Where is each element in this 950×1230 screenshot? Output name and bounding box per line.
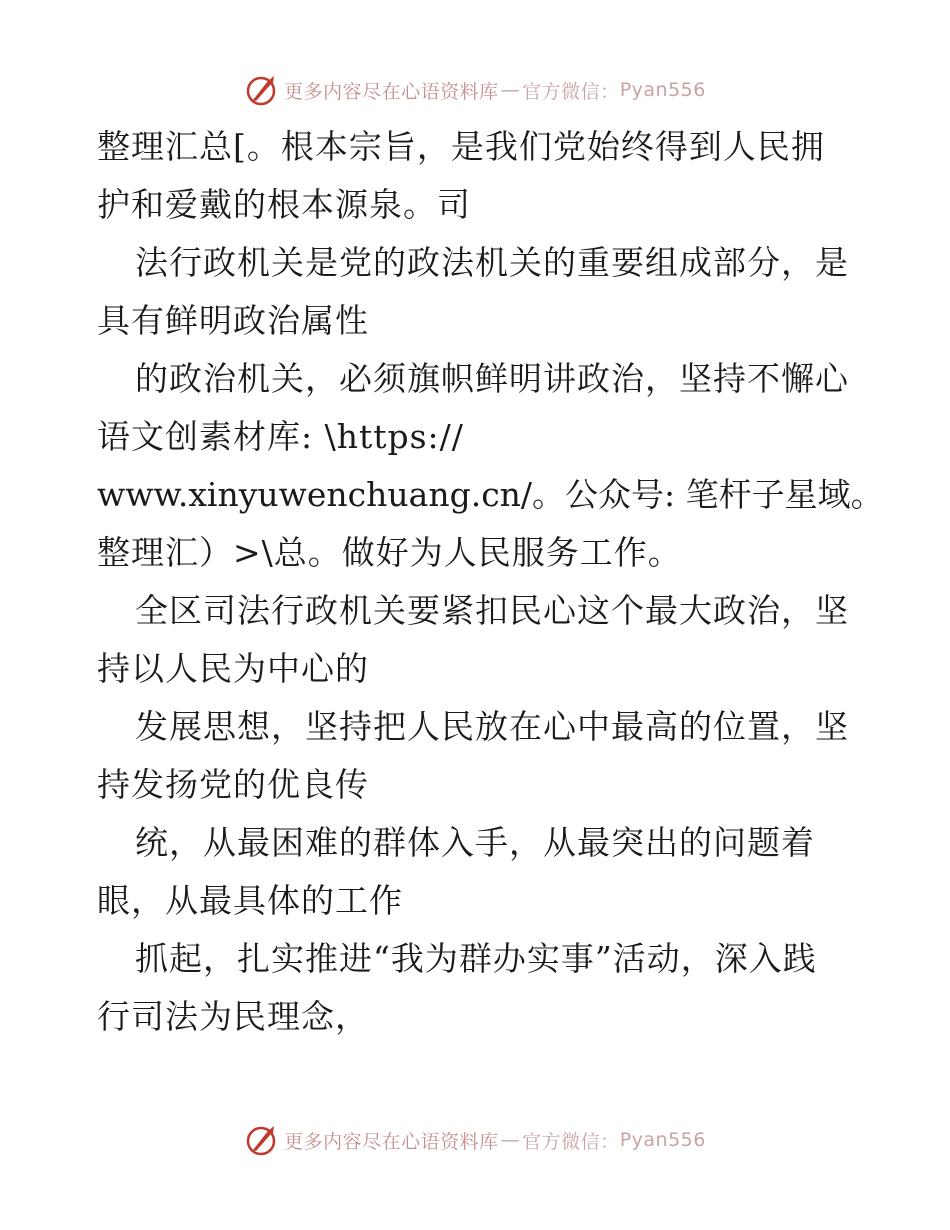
body-line: 统，从最困难的群体入手，从最突出的问题着 bbox=[135, 823, 815, 862]
body-line: 发展思想，坚持把人民放在心中最高的位置，坚 bbox=[135, 707, 849, 746]
footer-banner bbox=[0, 1120, 950, 1160]
body-line: 抓起，扎实推进“我为群办实事”活动，深入践 bbox=[135, 939, 817, 978]
body-line: 持以人民为中心的 bbox=[97, 649, 369, 688]
body-line: 法行政机关是党的政法机关的重要组成部分，是 bbox=[135, 243, 849, 282]
body-line: 整理汇总[。根本宗旨，是我们党始终得到人民拥 bbox=[97, 127, 825, 166]
header-wechat-label: 官方微信： bbox=[522, 80, 620, 103]
body-line: 的政治机关，必须旗帜鲜明讲政治，坚持不懈心 bbox=[135, 359, 849, 398]
body-line: 行司法为民理念， bbox=[97, 997, 369, 1036]
header-brand-text: 更多内容尽在心语资料库 bbox=[284, 80, 499, 103]
footer-brand-text: 更多内容尽在心语资料库 bbox=[284, 1130, 499, 1153]
document-body bbox=[97, 118, 884, 1046]
quill-logo-icon bbox=[244, 73, 278, 107]
body-line: 具有鲜明政治属性 bbox=[97, 301, 369, 340]
body-line: 语文创素材库: \https:// bbox=[97, 417, 464, 456]
body-line: 眼，从最具体的工作 bbox=[97, 881, 403, 920]
footer-wechat-id: Pyan556 bbox=[619, 1129, 706, 1151]
body-line: 全区司法行政机关要紧扣民心这个最大政治，坚 bbox=[135, 591, 849, 630]
footer-dash: — bbox=[500, 1129, 521, 1151]
header-dash: — bbox=[500, 79, 521, 101]
body-line: www.xinyuwenchuang.cn/。公众号: 笔杆子星域。 bbox=[97, 475, 884, 514]
header-banner bbox=[0, 70, 950, 110]
body-line: 持发扬党的优良传 bbox=[97, 765, 369, 804]
body-line: 整理汇）>\总。做好为人民服务工作。 bbox=[97, 533, 682, 572]
body-line: 护和爱戴的根本源泉。司 bbox=[97, 185, 471, 224]
quill-logo-icon bbox=[244, 1123, 278, 1157]
footer-wechat-label: 官方微信： bbox=[522, 1130, 620, 1153]
header-wechat-id: Pyan556 bbox=[619, 79, 706, 101]
